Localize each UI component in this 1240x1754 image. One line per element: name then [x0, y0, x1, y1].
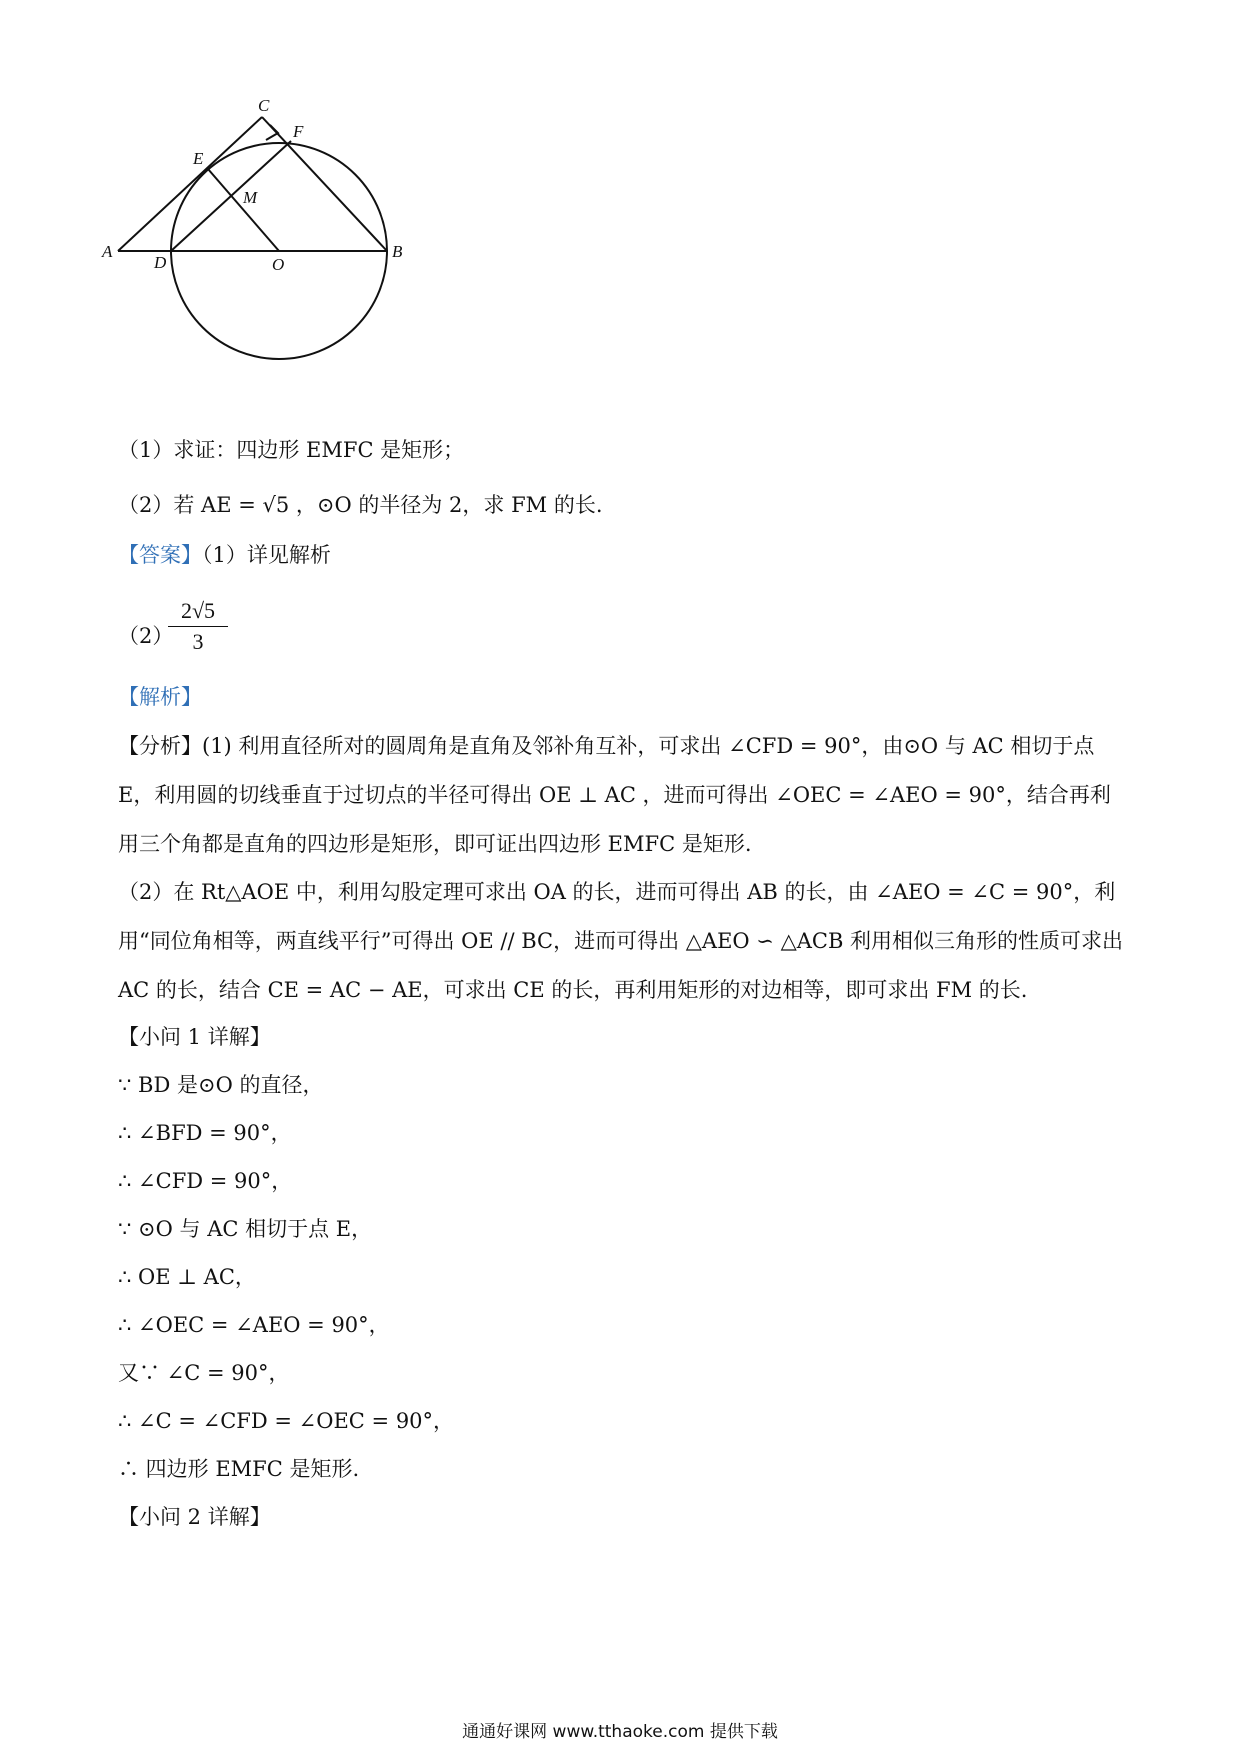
question-2: （2）若 AE = √5 ，⊙O 的半径为 2，求 FM 的长.	[118, 493, 603, 517]
answer-part-2-label: （2）	[118, 624, 174, 648]
analysis-fenxi-tag: 【分析】	[118, 734, 202, 758]
fraction-numerator: 2√5	[168, 598, 228, 627]
detail-1-step: ∴ 四边形 EMFC 是矩形.	[118, 1457, 360, 1481]
analysis-paragraph-2: （2）在 Rt△AOE 中，利用勾股定理可求出 OA 的长，进而可得出 AB 的长，由 ∠AEO = ∠C = 90°，利用“同位角相等，两直线平行”可得出 OE // BC，进而可得出 △AEO ∽ △ACB 利用相似三角形的性质可求出 AC 的长，结合 CE = AC − AE，可求出 CE 的长，再利用矩形的对边相等，即可求出 FM 的长.	[118, 880, 1124, 1002]
detail-1-step: ∴ ∠C = ∠CFD = ∠OEC = 90°，	[118, 1409, 455, 1433]
label-a: A	[102, 242, 113, 261]
label-m: M	[243, 188, 258, 207]
detail-1-title: 【小问 1 详解】	[118, 1025, 271, 1049]
label-e: E	[193, 149, 204, 168]
segment-ac	[118, 117, 262, 251]
answer-tag: 【答案】	[118, 543, 202, 567]
fraction-denominator: 3	[192, 629, 204, 654]
page-footer: 通通好课网 www.tthaoke.com 提供下载	[462, 1722, 778, 1742]
label-b: B	[392, 242, 403, 261]
label-c: C	[258, 100, 270, 115]
segment-eo	[208, 169, 279, 251]
detail-1-step: ∵ ⊙O 与 AC 相切于点 E，	[118, 1217, 373, 1241]
analysis-tag: 【解析】	[118, 685, 202, 709]
answer-fraction	[168, 598, 228, 655]
label-f: F	[293, 122, 304, 141]
detail-1-step: 又∵ ∠C = 90°，	[118, 1361, 290, 1385]
right-angle-mark	[266, 125, 278, 140]
analysis-fenxi-text: (1) 利用直径所对的圆周角是直角及邻补角互补，可求出 ∠CFD = 90°，由⊙O 与 AC 相切于点 E，利用圆的切线垂直于过切点的半径可得出 OE ⊥ AC ，进而可得出 ∠OEC = ∠AEO = 90°，结合再利用三个角都是直角的四边形是矩形，即可证出四边形 EMFC 是矩形.	[118, 734, 1111, 856]
detail-1-step: ∴ ∠BFD = 90°，	[118, 1121, 292, 1145]
detail-1-step: ∴ ∠OEC = ∠AEO = 90°，	[118, 1313, 390, 1337]
segment-cb	[262, 117, 387, 251]
label-o: O	[272, 255, 285, 274]
detail-1-step: ∴ OE ⊥ AC，	[118, 1265, 256, 1289]
geometry-figure	[100, 100, 480, 420]
detail-1-step: ∴ ∠CFD = 90°，	[118, 1169, 293, 1193]
detail-1-step: ∵ BD 是⊙O 的直径，	[118, 1073, 324, 1097]
answer-line-1	[118, 540, 331, 570]
analysis-paragraph-1	[118, 722, 1128, 869]
label-d: D	[154, 253, 167, 272]
detail-2-title: 【小问 2 详解】	[118, 1505, 271, 1529]
answer-part-1: （1）详见解析	[202, 543, 331, 567]
question-1: （1）求证：四边形 EMFC 是矩形；	[118, 438, 465, 462]
